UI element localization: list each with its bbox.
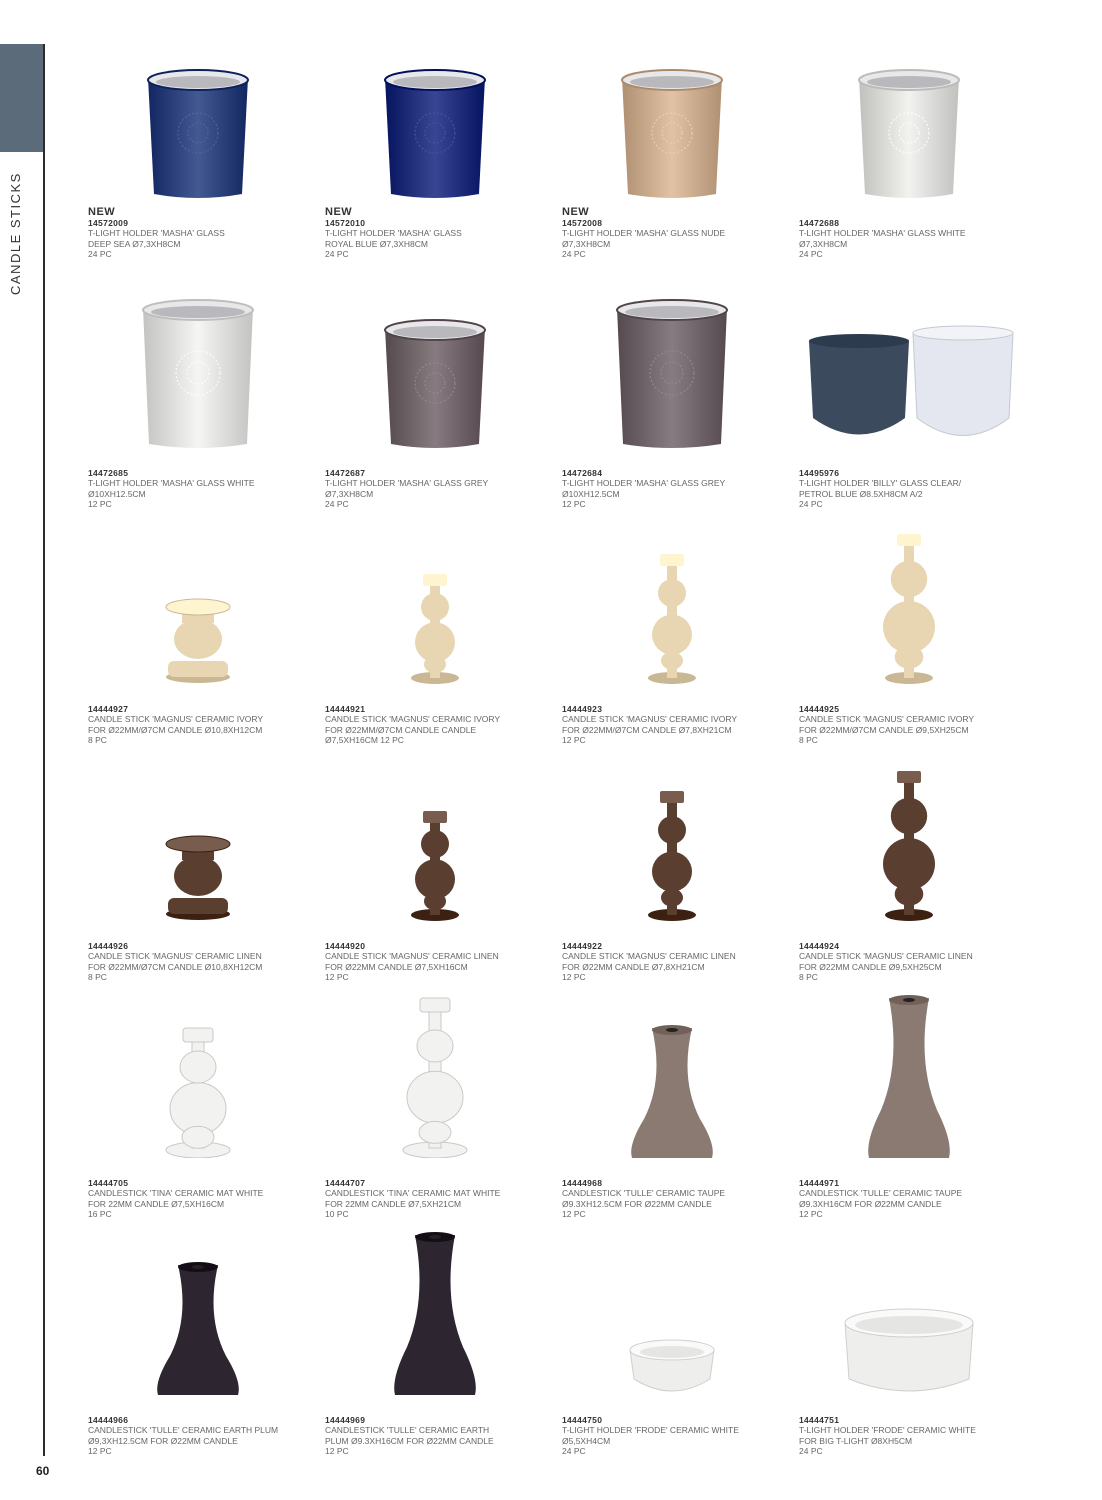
- product-quantity: 10 PC: [325, 1209, 349, 1220]
- product-code: 14444923: [562, 704, 603, 714]
- product-quantity: 8 PC: [799, 735, 818, 746]
- product-info: [799, 218, 966, 260]
- product-info: [325, 468, 488, 510]
- product-description-line: CANDLE STICK 'MAGNUS' CERAMIC IVORY: [562, 714, 738, 725]
- product-code: 14472687: [325, 468, 366, 478]
- candlestick-tina-tall-white-icon: [325, 988, 535, 1158]
- product-quantity: 12 PC: [88, 1446, 112, 1457]
- candle-stick-pillar-linen-icon: [88, 751, 298, 921]
- product-description-line: FOR Ø22MM/Ø7CM CANDLE Ø10,8XH12CM: [88, 961, 263, 972]
- product-info: [562, 206, 725, 260]
- product-info: [88, 941, 262, 983]
- product-description-line: T-LIGHT HOLDER 'MASHA' GLASS NUDE: [562, 228, 726, 239]
- product-description-line: PETROL BLUE Ø8.5XH8CM A/2: [799, 488, 923, 499]
- glass-tlight-holder-deep-sea-icon: [88, 58, 298, 198]
- glass-tlight-holder-grey-icon: [325, 288, 535, 448]
- product-description-line: FOR Ø22MM CANDLE Ø9,5XH25CM: [799, 961, 942, 972]
- product-code: 14472684: [562, 468, 603, 478]
- product-description-line: T-LIGHT HOLDER 'MASHA' GLASS: [88, 228, 225, 239]
- glass-tlight-holder-white-large-icon: [88, 288, 298, 448]
- product-info: [562, 704, 737, 746]
- product-info: [562, 941, 736, 983]
- product-description-line: Ø7,3XH8CM: [799, 238, 848, 249]
- product-description-line: Ø10XH12.5CM: [562, 488, 620, 499]
- product-description-line: FOR 22MM CANDLE Ø7,5XH16CM: [88, 1198, 225, 1209]
- product-description-line: T-LIGHT HOLDER 'FRODE' CERAMIC WHITE: [799, 1425, 976, 1436]
- candlestick-tulle-tall-plum-icon: [325, 1225, 535, 1395]
- product-code: 14444968: [562, 1178, 603, 1188]
- product-description-line: T-LIGHT HOLDER 'BILLY' GLASS CLEAR/: [799, 478, 962, 489]
- product-code: 14495976: [799, 468, 840, 478]
- product-code: 14472685: [88, 468, 129, 478]
- product-code: 14444751: [799, 1415, 840, 1425]
- product-description-line: CANDLESTICK 'TINA' CERAMIC MAT WHITE: [88, 1188, 264, 1199]
- product-code: 14444750: [562, 1415, 603, 1425]
- product-description-line: CANDLESTICK 'TULLE' CERAMIC EARTH: [325, 1425, 490, 1436]
- product-description-line: FOR Ø22MM/Ø7CM CANDLE Ø7,8XH21CM: [562, 724, 732, 735]
- product-quantity: 8 PC: [799, 972, 818, 983]
- product-description-line: FOR Ø22MM/Ø7CM CANDLE Ø9,5XH25CM: [799, 724, 969, 735]
- product-description-line: CANDLESTICK 'TULLE' CERAMIC EARTH PLUM: [88, 1425, 279, 1436]
- product-code: 14472688: [799, 218, 840, 228]
- product-code: 14572009: [88, 218, 129, 228]
- product-quantity: 8 PC: [88, 735, 107, 746]
- product-description-line: CANDLE STICK 'MAGNUS' CERAMIC LINEN: [325, 951, 499, 962]
- product-info: [325, 704, 500, 746]
- product-code: 14444971: [799, 1178, 840, 1188]
- product-description-line: Ø9,3XH12.5CM FOR Ø22MM CANDLE: [88, 1435, 238, 1446]
- product-description-line: CANDLE STICK 'MAGNUS' CERAMIC LINEN: [799, 951, 973, 962]
- product-code: 14444969: [325, 1415, 366, 1425]
- product-info: [325, 206, 462, 260]
- product-description-line: CANDLESTICK 'TINA' CERAMIC MAT WHITE: [325, 1188, 501, 1199]
- product-description-line: CANDLE STICK 'MAGNUS' CERAMIC IVORY: [88, 714, 264, 725]
- product-description-line: T-LIGHT HOLDER 'MASHA' GLASS WHITE: [799, 228, 966, 239]
- product-code: 14444920: [325, 941, 366, 951]
- product-description-line: Ø7,3XH8CM: [325, 488, 374, 499]
- product-code: 14444927: [88, 704, 129, 714]
- glass-tlight-holder-nude-icon: [562, 58, 772, 198]
- product-description-line: CANDLESTICK 'TULLE' CERAMIC TAUPE: [799, 1188, 963, 1199]
- product-description-line: CANDLE STICK 'MAGNUS' CERAMIC LINEN: [562, 951, 736, 962]
- product-quantity: 24 PC: [325, 249, 349, 260]
- product-quantity: 12 PC: [325, 1446, 349, 1457]
- candle-stick-tall-ivory-icon: [799, 514, 1009, 684]
- product-description-line: PLUM Ø9.3XH16CM FOR Ø22MM CANDLE: [325, 1435, 494, 1446]
- candle-stick-short-linen-icon: [325, 751, 535, 921]
- product-quantity: 12 PC: [562, 499, 586, 510]
- product-description-line: CANDLE STICK 'MAGNUS' CERAMIC IVORY: [799, 714, 975, 725]
- product-info: [799, 1415, 976, 1457]
- candle-stick-medium-linen-icon: [562, 751, 772, 921]
- product-description-line: FOR Ø22MM/Ø7CM CANDLE CANDLE: [325, 724, 477, 735]
- product-description-line: T-LIGHT HOLDER 'FRODE' CERAMIC WHITE: [562, 1425, 739, 1436]
- product-code: 14444705: [88, 1178, 129, 1188]
- product-quantity: 24 PC: [325, 499, 349, 510]
- product-quantity: 24 PC: [799, 1446, 823, 1457]
- product-code: 14444921: [325, 704, 366, 714]
- glass-tumbler-pair-icon: [799, 288, 1009, 448]
- section-color-tab: [0, 44, 44, 152]
- product-info: [88, 1178, 263, 1220]
- glass-tlight-holder-white-icon: [799, 58, 1009, 198]
- product-info: [88, 468, 255, 510]
- product-quantity: 24 PC: [562, 1446, 586, 1457]
- product-quantity: 24 PC: [799, 249, 823, 260]
- product-description-line: Ø7,3XH8CM: [562, 238, 611, 249]
- product-description-line: ROYAL BLUE Ø7,3XH8CM: [325, 238, 428, 249]
- tlight-holder-frode-large-icon: [799, 1225, 1009, 1395]
- candlestick-tulle-tall-taupe-icon: [799, 988, 1009, 1158]
- product-description-line: Ø10XH12.5CM: [88, 488, 146, 499]
- product-quantity: 12 PC: [562, 735, 586, 746]
- product-quantity: 8 PC: [88, 972, 107, 983]
- product-quantity: 24 PC: [562, 249, 586, 260]
- product-description-line: CANDLE STICK 'MAGNUS' CERAMIC IVORY: [325, 714, 501, 725]
- product-quantity: 24 PC: [88, 249, 112, 260]
- product-badge: NEW: [88, 206, 116, 218]
- glass-tlight-holder-grey-large-icon: [562, 288, 772, 448]
- product-info: [562, 1178, 725, 1220]
- product-info: [88, 704, 263, 746]
- candlestick-tulle-short-plum-icon: [88, 1225, 298, 1395]
- product-quantity: 12 PC: [799, 1209, 823, 1220]
- candle-stick-pillar-ivory-icon: [88, 514, 298, 684]
- candlestick-tina-short-white-icon: [88, 988, 298, 1158]
- product-description-line: Ø9.3XH16CM FOR Ø22MM CANDLE: [799, 1198, 942, 1209]
- product-description-line: FOR Ø22MM/Ø7CM CANDLE Ø10,8XH12CM: [88, 724, 263, 735]
- product-quantity: 24 PC: [799, 499, 823, 510]
- product-quantity: 16 PC: [88, 1209, 112, 1220]
- product-badge: NEW: [325, 206, 353, 218]
- product-info: [325, 1415, 494, 1457]
- candle-stick-medium-ivory-icon: [562, 514, 772, 684]
- product-description-line: FOR Ø22MM CANDLE Ø7,8XH21CM: [562, 961, 705, 972]
- candlestick-tulle-short-taupe-icon: [562, 988, 772, 1158]
- product-code: 14572010: [325, 218, 366, 228]
- product-description-line: FOR Ø22MM CANDLE Ø7,5XH16CM: [325, 961, 468, 972]
- product-code: 14444966: [88, 1415, 129, 1425]
- product-description-line: T-LIGHT HOLDER 'MASHA' GLASS: [325, 228, 462, 239]
- candle-stick-short-ivory-icon: [325, 514, 535, 684]
- product-info: [562, 468, 725, 510]
- product-description-line: Ø5,5XH4CM: [562, 1435, 611, 1446]
- product-info: [88, 1415, 278, 1457]
- product-description-line: DEEP SEA Ø7,3XH8CM: [88, 238, 181, 249]
- product-info: [325, 1178, 500, 1220]
- product-code: 14444926: [88, 941, 129, 951]
- candle-stick-tall-linen-icon: [799, 751, 1009, 921]
- product-description-line: T-LIGHT HOLDER 'MASHA' GLASS GREY: [562, 478, 726, 489]
- product-description-line: CANDLESTICK 'TULLE' CERAMIC TAUPE: [562, 1188, 726, 1199]
- product-quantity: 12 PC: [88, 499, 112, 510]
- product-code: 14444707: [325, 1178, 366, 1188]
- product-description-line: Ø9.3XH12.5CM FOR Ø22MM CANDLE: [562, 1198, 712, 1209]
- glass-tlight-holder-royal-blue-icon: [325, 58, 535, 198]
- section-label: CANDLE STICKS: [8, 172, 23, 295]
- product-info: [799, 941, 973, 983]
- product-badge: NEW: [562, 206, 590, 218]
- product-info: [562, 1415, 739, 1457]
- product-quantity: 12 PC: [562, 1209, 586, 1220]
- product-description-line: FOR BIG T-LIGHT Ø8XH5CM: [799, 1435, 913, 1446]
- product-info: [799, 468, 961, 510]
- product-description-line: T-LIGHT HOLDER 'MASHA' GLASS WHITE: [88, 478, 255, 489]
- product-code: 14444922: [562, 941, 603, 951]
- product-info: [88, 206, 225, 260]
- product-code: 14444925: [799, 704, 840, 714]
- product-quantity: 12 PC: [562, 972, 586, 983]
- section-divider-line: [43, 44, 45, 1456]
- product-description-line: T-LIGHT HOLDER 'MASHA' GLASS GREY: [325, 478, 489, 489]
- product-code: 14572008: [562, 218, 603, 228]
- product-info: [325, 941, 499, 983]
- product-description-line: FOR 22MM CANDLE Ø7,5XH21CM: [325, 1198, 462, 1209]
- product-code: 14444924: [799, 941, 840, 951]
- product-info: [799, 704, 974, 746]
- tlight-holder-frode-small-icon: [562, 1225, 772, 1395]
- product-quantity: Ø7,5XH16CM 12 PC: [325, 735, 404, 746]
- product-quantity: 12 PC: [325, 972, 349, 983]
- product-info: [799, 1178, 962, 1220]
- page-number: 60: [36, 1464, 50, 1478]
- product-description-line: CANDLE STICK 'MAGNUS' CERAMIC LINEN: [88, 951, 262, 962]
